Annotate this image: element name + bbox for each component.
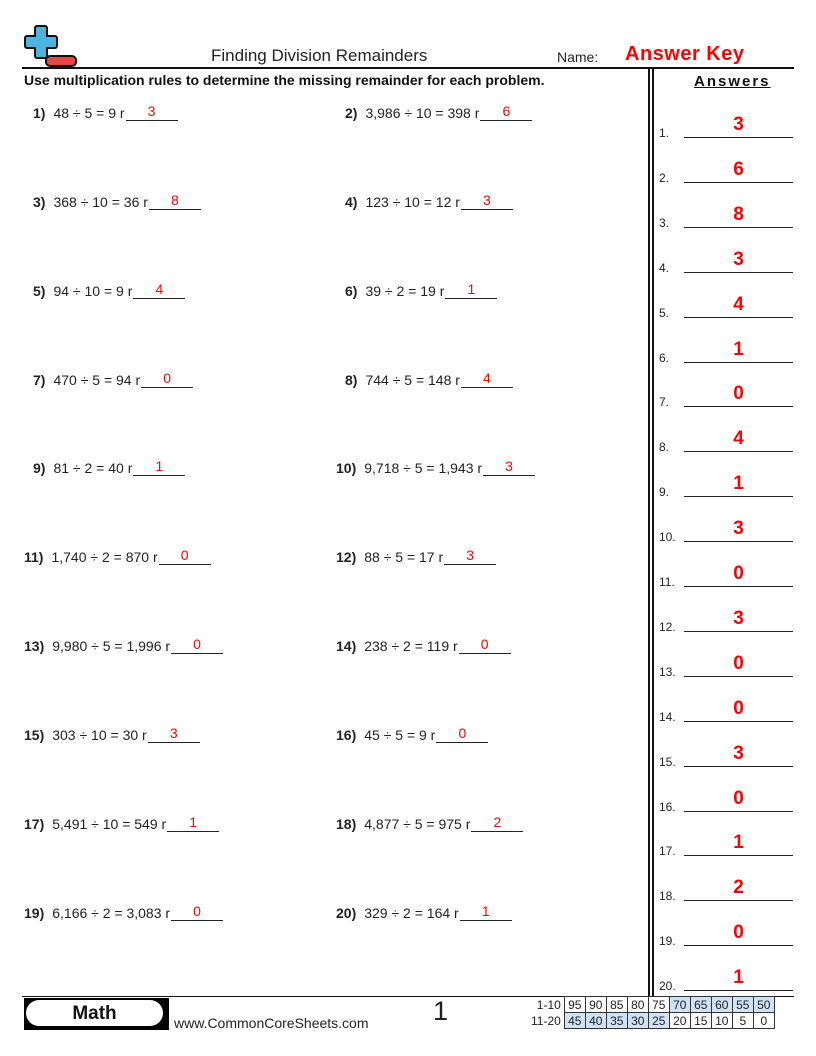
- answer-number: 9.: [659, 485, 670, 500]
- remainder-answer-field[interactable]: 4: [133, 281, 185, 299]
- score-cell: 0: [753, 1013, 774, 1029]
- problem-number: 1): [33, 105, 46, 121]
- problem-item: [24, 636, 223, 654]
- problem-expression: 470 ÷ 5 = 94 r: [53, 372, 141, 388]
- answer-number: 5.: [659, 305, 670, 320]
- problem-number: 14): [336, 638, 357, 654]
- subject-badge: [24, 998, 169, 1030]
- problem-number: 5): [33, 283, 46, 299]
- remainder-answer-field[interactable]: 1: [460, 903, 512, 921]
- problem-expression: 238 ÷ 2 = 119 r: [364, 638, 458, 654]
- problem-item: [24, 814, 219, 832]
- remainder-answer-field[interactable]: 0: [171, 903, 223, 921]
- remainder-answer-field[interactable]: 0: [141, 370, 193, 388]
- answer-value: 8: [733, 203, 744, 225]
- answer-value: 1: [733, 967, 744, 989]
- answer-number: 1.: [659, 126, 670, 140]
- answer-line: [684, 766, 793, 767]
- answer-number: 18.: [659, 889, 676, 904]
- problem-number: 13): [24, 638, 45, 654]
- score-cell: 80: [627, 997, 648, 1013]
- answers-title: Answers: [694, 73, 771, 90]
- answer-line: [684, 676, 793, 677]
- problem-expression: 123 ÷ 10 = 12 r: [365, 194, 460, 210]
- score-table: [528, 996, 775, 1029]
- problem-item: [345, 370, 513, 388]
- answer-line: [684, 945, 793, 946]
- answer-value: 1: [733, 473, 744, 495]
- problem-expression: 81 ÷ 2 = 40 r: [53, 460, 133, 476]
- answers-divider: [648, 69, 650, 996]
- problem-expression: 744 ÷ 5 = 148 r: [365, 372, 460, 388]
- remainder-answer-field[interactable]: 3: [461, 192, 513, 210]
- problem-item: [33, 281, 185, 299]
- problem-expression: 94 ÷ 10 = 9 r: [53, 283, 133, 299]
- score-cell: 20: [669, 1013, 690, 1029]
- answer-value: 3: [733, 518, 744, 540]
- answer-key-item: [659, 110, 793, 140]
- problem-item: [336, 636, 511, 654]
- score-cell: 30: [627, 1013, 648, 1029]
- answer-number: 11.: [659, 575, 675, 589]
- answer-line: [684, 451, 793, 452]
- score-cell: 10: [711, 1013, 732, 1029]
- answer-key-item: [659, 784, 793, 814]
- plus-minus-logo-icon: [22, 24, 80, 68]
- score-cell: 95: [564, 997, 585, 1013]
- problem-number: 12): [336, 549, 357, 565]
- problem-item: [33, 192, 201, 210]
- answer-value: 0: [733, 652, 744, 674]
- answer-number: 7.: [659, 395, 670, 410]
- problem-number: 2): [345, 105, 358, 121]
- answer-line: [684, 362, 793, 363]
- answer-key-item: [659, 649, 793, 679]
- problem-item: [24, 903, 223, 921]
- answer-line: [684, 272, 793, 273]
- problem-expression: 88 ÷ 5 = 17 r: [364, 549, 444, 565]
- problem-expression: 4,877 ÷ 5 = 975 r: [364, 816, 471, 832]
- remainder-answer-field[interactable]: 3: [444, 547, 496, 565]
- remainder-answer-field[interactable]: 0: [171, 636, 223, 654]
- problem-expression: 6,166 ÷ 2 = 3,083 r: [52, 905, 171, 921]
- answer-key-item: [659, 155, 793, 185]
- answer-line: [684, 182, 793, 183]
- remainder-answer-field[interactable]: 2: [471, 814, 523, 832]
- answer-number: 16.: [659, 799, 676, 814]
- problem-expression: 303 ÷ 10 = 30 r: [52, 727, 147, 743]
- answer-number: 10.: [659, 530, 676, 545]
- answer-value: 3: [733, 248, 744, 270]
- remainder-answer-field[interactable]: 8: [149, 192, 201, 210]
- answer-number: 2.: [659, 170, 670, 185]
- worksheet-title: Finding Division Remainders: [211, 46, 428, 65]
- answer-value: 3: [733, 114, 744, 135]
- answer-key-item: [659, 469, 793, 499]
- remainder-answer-field[interactable]: 3: [483, 458, 535, 476]
- problem-number: 20): [336, 905, 357, 921]
- answer-line: [684, 406, 793, 407]
- remainder-answer-field[interactable]: 4: [461, 370, 513, 388]
- header-divider: [22, 67, 794, 69]
- answer-key-item: [659, 739, 793, 769]
- answer-line: [684, 586, 793, 587]
- answer-line: [684, 496, 793, 497]
- name-value: Answer Key: [625, 43, 745, 65]
- problem-item: [33, 370, 193, 388]
- remainder-answer-field[interactable]: 3: [148, 725, 200, 743]
- remainder-answer-field[interactable]: 3: [126, 103, 178, 121]
- problem-expression: 1,740 ÷ 2 = 870 r: [51, 549, 158, 565]
- problem-item: [345, 192, 513, 210]
- answer-value: 1: [733, 832, 744, 854]
- score-cell: 90: [585, 997, 606, 1013]
- answer-value: 2: [733, 877, 744, 899]
- problem-expression: 368 ÷ 10 = 36 r: [53, 194, 148, 210]
- problem-expression: 3,986 ÷ 10 = 398 r: [365, 105, 480, 121]
- answer-line: [684, 990, 793, 991]
- problem-number: 6): [345, 283, 358, 299]
- answer-number: 8.: [659, 440, 670, 455]
- score-cell: 15: [690, 1013, 711, 1029]
- answer-line: [684, 317, 793, 318]
- page-number: 1: [433, 996, 449, 1026]
- answer-value: 3: [733, 607, 744, 629]
- answer-line: [684, 137, 793, 138]
- remainder-answer-field[interactable]: 6: [480, 103, 532, 121]
- score-row: [528, 997, 774, 1013]
- answer-key-item: [659, 694, 793, 724]
- problem-expression: 5,491 ÷ 10 = 549 r: [52, 816, 167, 832]
- score-cell: 5: [732, 1013, 753, 1029]
- problem-item: [33, 103, 178, 121]
- answer-key-item: [659, 873, 793, 903]
- answer-number: 13.: [659, 664, 676, 679]
- score-cell: 50: [753, 997, 774, 1013]
- answer-number: 19.: [659, 934, 676, 949]
- answer-value: 4: [733, 428, 744, 450]
- score-cell: 55: [732, 997, 753, 1013]
- score-cell: 40: [585, 1013, 606, 1029]
- problem-number: 4): [345, 194, 358, 210]
- answer-value: 0: [733, 697, 744, 719]
- score-cell: 75: [648, 997, 669, 1013]
- answer-line: [684, 541, 793, 542]
- problem-number: 7): [33, 372, 46, 388]
- score-cell: 60: [711, 997, 732, 1013]
- remainder-answer-field[interactable]: 0: [159, 547, 211, 565]
- answer-number: 17.: [659, 844, 676, 859]
- problem-item: [345, 281, 497, 299]
- problem-number: 17): [24, 816, 45, 832]
- problem-item: [33, 458, 185, 476]
- answer-key-item: [659, 559, 793, 589]
- problem-item: [336, 903, 512, 921]
- score-cell: 70: [669, 997, 690, 1013]
- site-url: www.CommonCoreSheets.com: [174, 1015, 369, 1031]
- name-label: Name:: [557, 49, 599, 65]
- answer-key-item: [659, 379, 793, 409]
- answer-key-item: [659, 828, 793, 858]
- answer-number: 6.: [659, 350, 670, 365]
- remainder-answer-field[interactable]: 1: [167, 814, 219, 832]
- answers-divider-inner: [652, 69, 654, 996]
- answer-number: 4.: [659, 260, 670, 275]
- score-cell: 35: [606, 1013, 627, 1029]
- problem-expression: 9,980 ÷ 5 = 1,996 r: [52, 638, 171, 654]
- answer-key-item: [659, 335, 793, 365]
- problem-item: [336, 814, 523, 832]
- answer-number: 15.: [659, 754, 676, 769]
- problem-number: 19): [24, 905, 45, 921]
- problem-expression: 48 ÷ 5 = 9 r: [53, 105, 125, 121]
- problem-expression: 39 ÷ 2 = 19 r: [365, 283, 445, 299]
- score-row-label: 11-20: [531, 1013, 561, 1028]
- score-cell: 85: [606, 997, 627, 1013]
- answer-line: [684, 227, 793, 228]
- problem-item: [336, 458, 535, 476]
- answer-number: 20.: [659, 979, 676, 994]
- answer-key-item: [659, 514, 793, 544]
- problem-expression: 9,718 ÷ 5 = 1,943 r: [364, 460, 483, 476]
- answer-key-item: [659, 604, 793, 634]
- score-cell: 45: [564, 1013, 585, 1029]
- remainder-answer-field[interactable]: 1: [133, 458, 185, 476]
- problem-number: 3): [33, 194, 46, 210]
- answer-value: 0: [733, 787, 744, 809]
- score-cell: 25: [648, 1013, 669, 1029]
- answer-key-item: [659, 245, 793, 275]
- problem-number: 10): [336, 460, 357, 476]
- problem-item: [336, 725, 488, 743]
- answer-value: 0: [733, 383, 744, 405]
- problem-expression: 329 ÷ 2 = 164 r: [364, 905, 459, 921]
- answer-value: 3: [733, 742, 744, 764]
- score-row: [528, 1013, 774, 1029]
- problem-number: 16): [336, 727, 357, 743]
- answer-key-item: [659, 424, 793, 454]
- problem-number: 11): [24, 549, 44, 565]
- answer-line: [684, 855, 793, 856]
- subject-label: Math: [26, 1000, 163, 1026]
- problem-item: [24, 725, 200, 743]
- answer-line: [684, 900, 793, 901]
- answer-value: 0: [733, 563, 744, 584]
- answer-key-item: [659, 200, 793, 230]
- answer-value: 6: [733, 158, 744, 180]
- answer-line: [684, 631, 793, 632]
- answer-key-item: [659, 290, 793, 320]
- answer-number: 14.: [659, 709, 676, 724]
- problem-item: [345, 103, 532, 121]
- instructions: Use multiplication rules to determine the missing remainder for each problem.: [24, 72, 545, 88]
- answer-key-item: [659, 918, 793, 948]
- answer-line: [684, 811, 793, 812]
- answer-value: 1: [733, 338, 744, 360]
- score-cell: 65: [690, 997, 711, 1013]
- score-row-label: 1-10: [536, 997, 561, 1012]
- problem-number: 18): [336, 816, 357, 832]
- problem-number: 8): [345, 372, 358, 388]
- problem-item: [336, 547, 496, 565]
- answer-line: [684, 721, 793, 722]
- answer-value: 4: [733, 293, 744, 315]
- remainder-answer-field[interactable]: 1: [445, 281, 497, 299]
- remainder-answer-field[interactable]: 0: [459, 636, 511, 654]
- answer-number: 12.: [659, 619, 676, 634]
- remainder-answer-field[interactable]: 0: [436, 725, 488, 743]
- problem-item: [24, 547, 211, 565]
- answer-value: 0: [733, 922, 744, 944]
- problem-number: 15): [24, 727, 45, 743]
- problem-number: 9): [33, 460, 46, 476]
- answer-number: 3.: [659, 215, 670, 230]
- answer-key-item: [659, 963, 793, 993]
- problem-expression: 45 ÷ 5 = 9 r: [364, 727, 436, 743]
